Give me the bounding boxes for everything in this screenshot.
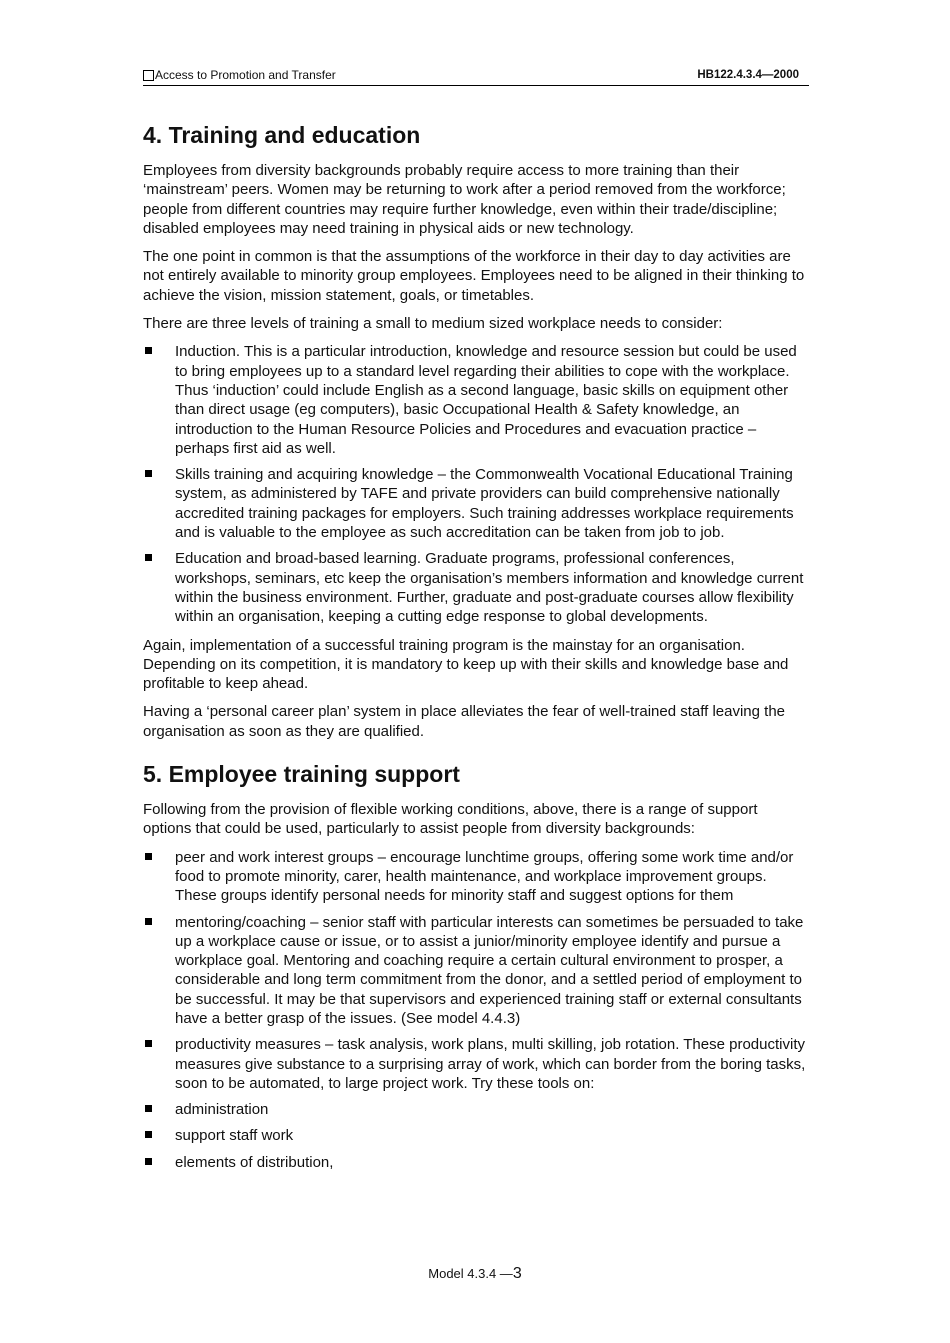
paragraph: Following from the provision of flexible working conditions, above, there is a range of support options that could be used, particularly to assist people from diversity backgrounds: — [143, 801, 758, 838]
paragraph: Employees from diversity backgrounds probably require access to more training than their ‘mainstream’ peers. Women may be returning to work after a period removed from the workforce; people from different countries may require further knowledge, even within their trade/discipline; disabled employees may need training in physical aids or new technology. — [143, 162, 786, 237]
list-item — [143, 1153, 809, 1172]
bullet-square-icon — [145, 1131, 152, 1138]
paragraph: There are three levels of training a small to medium sized workplace needs to consider: — [143, 315, 723, 333]
list-item — [143, 913, 809, 1029]
bullet-square-icon — [145, 1105, 152, 1112]
list-item-text: administration — [175, 1101, 269, 1119]
training-levels-list — [143, 342, 809, 626]
page-header — [143, 67, 809, 86]
bullet-square-icon — [145, 1158, 152, 1165]
list-item-text: productivity measures – task analysis, work plans, multi skilling, job rotation. These productivity measures give substance to a surprising array of work, which can border from the boring tasks, soon to be automated, to large project work. Try these tools on: — [175, 1036, 806, 1092]
paragraph: Having a ‘personal career plan’ system in place alleviates the fear of well-trained staff leaving the organisation as soon as they are qualified. — [143, 703, 786, 740]
footer-label: Model 4.3.4 — — [428, 1266, 513, 1281]
bullet-square-icon — [145, 470, 152, 477]
paragraph: Again, implementation of a successful training program is the mainstay for an organisation. Depending on its competition, it is mandatory to keep up with their skills and knowledge base and profitable to keep ahead. — [143, 636, 789, 693]
support-options-list — [143, 848, 809, 1172]
list-item-text: peer and work interest groups – encourage lunchtime groups, offering some work time and/or food to promote minority, carer, health maintenance, and workplace improvement groups. These groups identify personal needs for minority staff and suggest options for them — [175, 848, 794, 905]
list-item-text: Induction. This is a particular introduction, knowledge and resource session but could be used to bring employees up to a standard level regarding their abilities to cope with the workplace. Thus ‘induction’ could include English as a second language, basic skills on equipment other than direct usage (eg computers), basic Occupational Health & Safety knowledge, an introduction to the Human Resource Policies and Procedures and evacuation practice – perhaps first aid as well. — [175, 343, 797, 457]
list-item-text: support staff work — [175, 1127, 294, 1145]
list-item-text: mentoring/coaching – senior staff with particular interests can sometimes be persuaded to take up a workplace cause or issue, or to assist a junior/minority employee identify and pursue a workplace goal. Mentoring and coaching require a certain cultural environment to prosper, a considerable and long term commitment from the donor, and a settled period of employment to be successful. It may be that supervisors and experienced training staff or external consultants have a better grasp of the issues. (See model 4.4.3) — [175, 913, 804, 1027]
header-title: Access to Promotion and Transfer — [155, 68, 336, 82]
list-item — [143, 342, 809, 458]
header-doc-code: HB122.4.3.4—2000 — [697, 69, 799, 81]
header-left — [143, 67, 336, 83]
page-content — [143, 120, 809, 1181]
paragraph: The one point in common is that the assumptions of the workforce in their day to day activities are not entirely available to minority group employees. Employees need to be aligned in their thinking to achieve the vision, mission statement, goals, or timetables. — [143, 248, 805, 304]
section-4-heading: 4. Training and education — [143, 122, 421, 148]
list-item — [143, 465, 809, 542]
list-item-text: Skills training and acquiring knowledge – the Commonwealth Vocational Educational Training system, as administered by TAFE and private providers can build comprehensive nationally accredited training packages for employers. Such training addresses workplace requirements and is valuable to the employee as such accreditation can be taken from job to job. — [175, 466, 794, 542]
bullet-square-icon — [145, 853, 152, 860]
page-number: 3 — [512, 1265, 522, 1282]
list-item — [143, 848, 809, 906]
list-item — [143, 1035, 809, 1093]
section-5-heading: 5. Employee training support — [143, 761, 460, 788]
list-item — [143, 1126, 809, 1145]
list-item — [143, 549, 809, 626]
bullet-square-icon — [145, 918, 152, 925]
list-item — [143, 1100, 809, 1119]
bullet-square-icon — [145, 347, 152, 354]
list-item-text: Education and broad-based learning. Graduate programs, professional conferences, workshops, seminars, etc keep the organisation’s members information and knowledge current within the business environment. Further, graduate and post-graduate courses allow flexibility within an organisation, keeping a cutting edge response to global developments. — [175, 550, 804, 626]
checkbox-glyph-icon — [143, 70, 154, 81]
page-footer — [0, 1265, 950, 1283]
bullet-square-icon — [145, 554, 152, 561]
bullet-square-icon — [145, 1040, 152, 1047]
list-item-text: elements of distribution, — [175, 1153, 334, 1171]
